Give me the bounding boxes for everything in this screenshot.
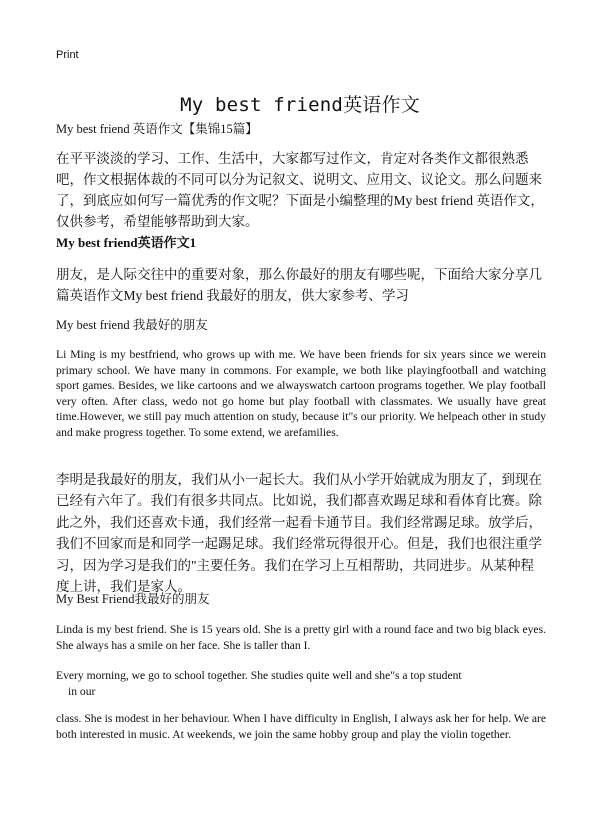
document-subtitle: My best friend 英语作文【集锦15篇】: [56, 122, 258, 136]
essay2-paragraph-3: class. She is modest in her behaviour. When I have difficulty in English, I always ask her for help. We are both interested in music. At weekends, we join the same hobby group and play the violin together.: [56, 712, 546, 741]
section-intro-paragraph: 朋友，是人际交往中的重要对象，那么你最好的朋友有哪些呢，下面给大家分享几篇英语作文My best friend 我最好的朋友，供大家参考、学习: [56, 267, 542, 303]
essay2-paragraph-2: [56, 668, 546, 699]
essay2-paragraph-1: Linda is my best friend. She is 15 years old. She is a pretty girl with a round face and two big black eyes. She always has a smile on her face. She is taller than I.: [56, 623, 546, 652]
essay2-paragraph-2-line-2: in our: [68, 684, 96, 698]
essay-heading: My best friend 我最好的朋友: [56, 318, 208, 332]
essay-chinese-paragraph: 李明是我最好的朋友，我们从小一起长大。我们从小学开始就成为朋友了，到现在已经有六年了。我们有很多共同点。比如说，我们都喜欢踢足球和看体育比赛。除此之外，我们还喜欢卡通，我们经常一起看卡通节目。我们经常踢足球。放学后，我们不回家而是和同学一起踢足球。我们经常玩得很开心。但是，我们也很注重学习，因为学习是我们的"主要任务。我们在学习上互相帮助，共同进步。从某种程度上讲，我们是家人。: [56, 472, 542, 595]
essay-english-paragraph: Li Ming is my bestfriend, who grows up with me. We have been friends for six years since we werein primary school. We have many in commons. For example, we both like playingfootball and watching sport games. Besides, we like cartoons and we alwayswatch cartoon programs together. We play football very often. After class, wedo not go home but play football with classmates. We usually have great time.However, we still pay much attention on study, because it"s our priority. We helpeach other in study and make progress together. To some extend, we arefamilies.: [56, 348, 546, 439]
page-title: My best friend英语作文: [180, 93, 420, 116]
print-label[interactable]: Print: [56, 49, 79, 61]
essay2-paragraph-2-line-1: Every morning, we go to school together. She studies quite well and she"s a top student: [56, 669, 462, 682]
essay-heading-2: My Best Friend我最好的朋友: [56, 592, 210, 606]
section-heading: My best friend英语作文1: [56, 235, 197, 250]
intro-paragraph: 在平平淡淡的学习、工作、生活中，大家都写过作文，肯定对各类作文都很熟悉吧，作文根据体裁的不同可以分为记叙文、说明文、应用文、议论文。那么问题来了，到底应如何写一篇优秀的作文呢？下面是小编整理的My best friend 英语作文，仅供参考，希望能够帮助到大家。: [56, 151, 544, 229]
